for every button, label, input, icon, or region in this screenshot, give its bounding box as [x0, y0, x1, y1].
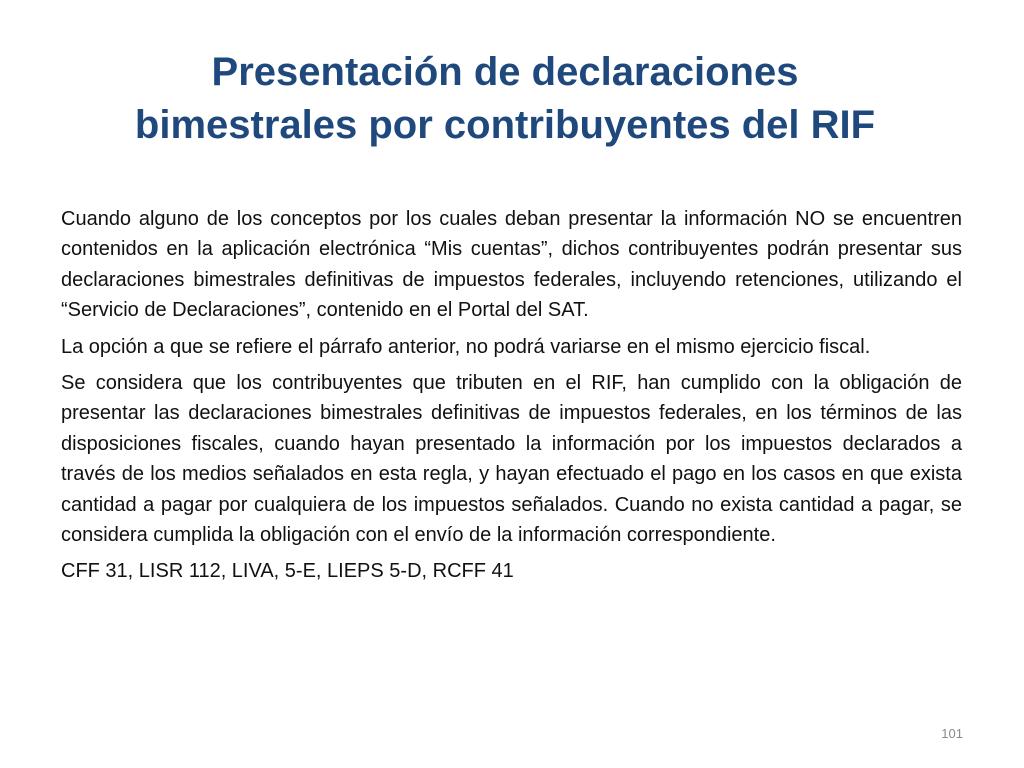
slide-title — [60, 46, 950, 152]
paragraph-cumplimiento: Se considera que los contribuyentes que tributen en el RIF, han cumplido con la obligación de presentar las declaraciones bimestrales definitivas de impuestos federales, en los términos de las disposiciones fiscales, cuando hayan presentado la información por los impuestos declarados a través de los medios señalados en esta regla, y hayan efectuado el pago en los casos en que exista cantidad a pagar por cualquiera de los impuestos señalados. Cuando no exista cantidad a pagar, se considera cumplida la obligación con el envío de la información correspondiente. — [61, 372, 962, 547]
paragraph-fundamento-legal: CFF 31, LISR 112, LIVA, 5-E, LIEPS 5-D, RCFF 41 — [61, 560, 514, 583]
slide-body — [61, 204, 962, 593]
paragraph-opcion: La opción a que se refiere el párrafo anterior, no podrá variarse en el mismo ejercicio fiscal. — [61, 335, 871, 358]
paragraph-mis-cuentas: Cuando alguno de los conceptos por los cuales deban presentar la información NO se encuentren contenidos en la aplicación electrónica “Mis cuentas”, dichos contribuyentes podrán presentar sus declaraciones bimestrales definitivas de impuestos federales, incluyendo retenciones, utilizando el “Servicio de Declaraciones”, contenido en el Portal del SAT. — [61, 208, 962, 322]
slide-title-line-2: bimestrales por contribuyentes del RIF — [134, 102, 876, 147]
slide-title-line-1: Presentación de declaraciones — [211, 50, 799, 94]
page-number: 101 — [941, 726, 963, 741]
